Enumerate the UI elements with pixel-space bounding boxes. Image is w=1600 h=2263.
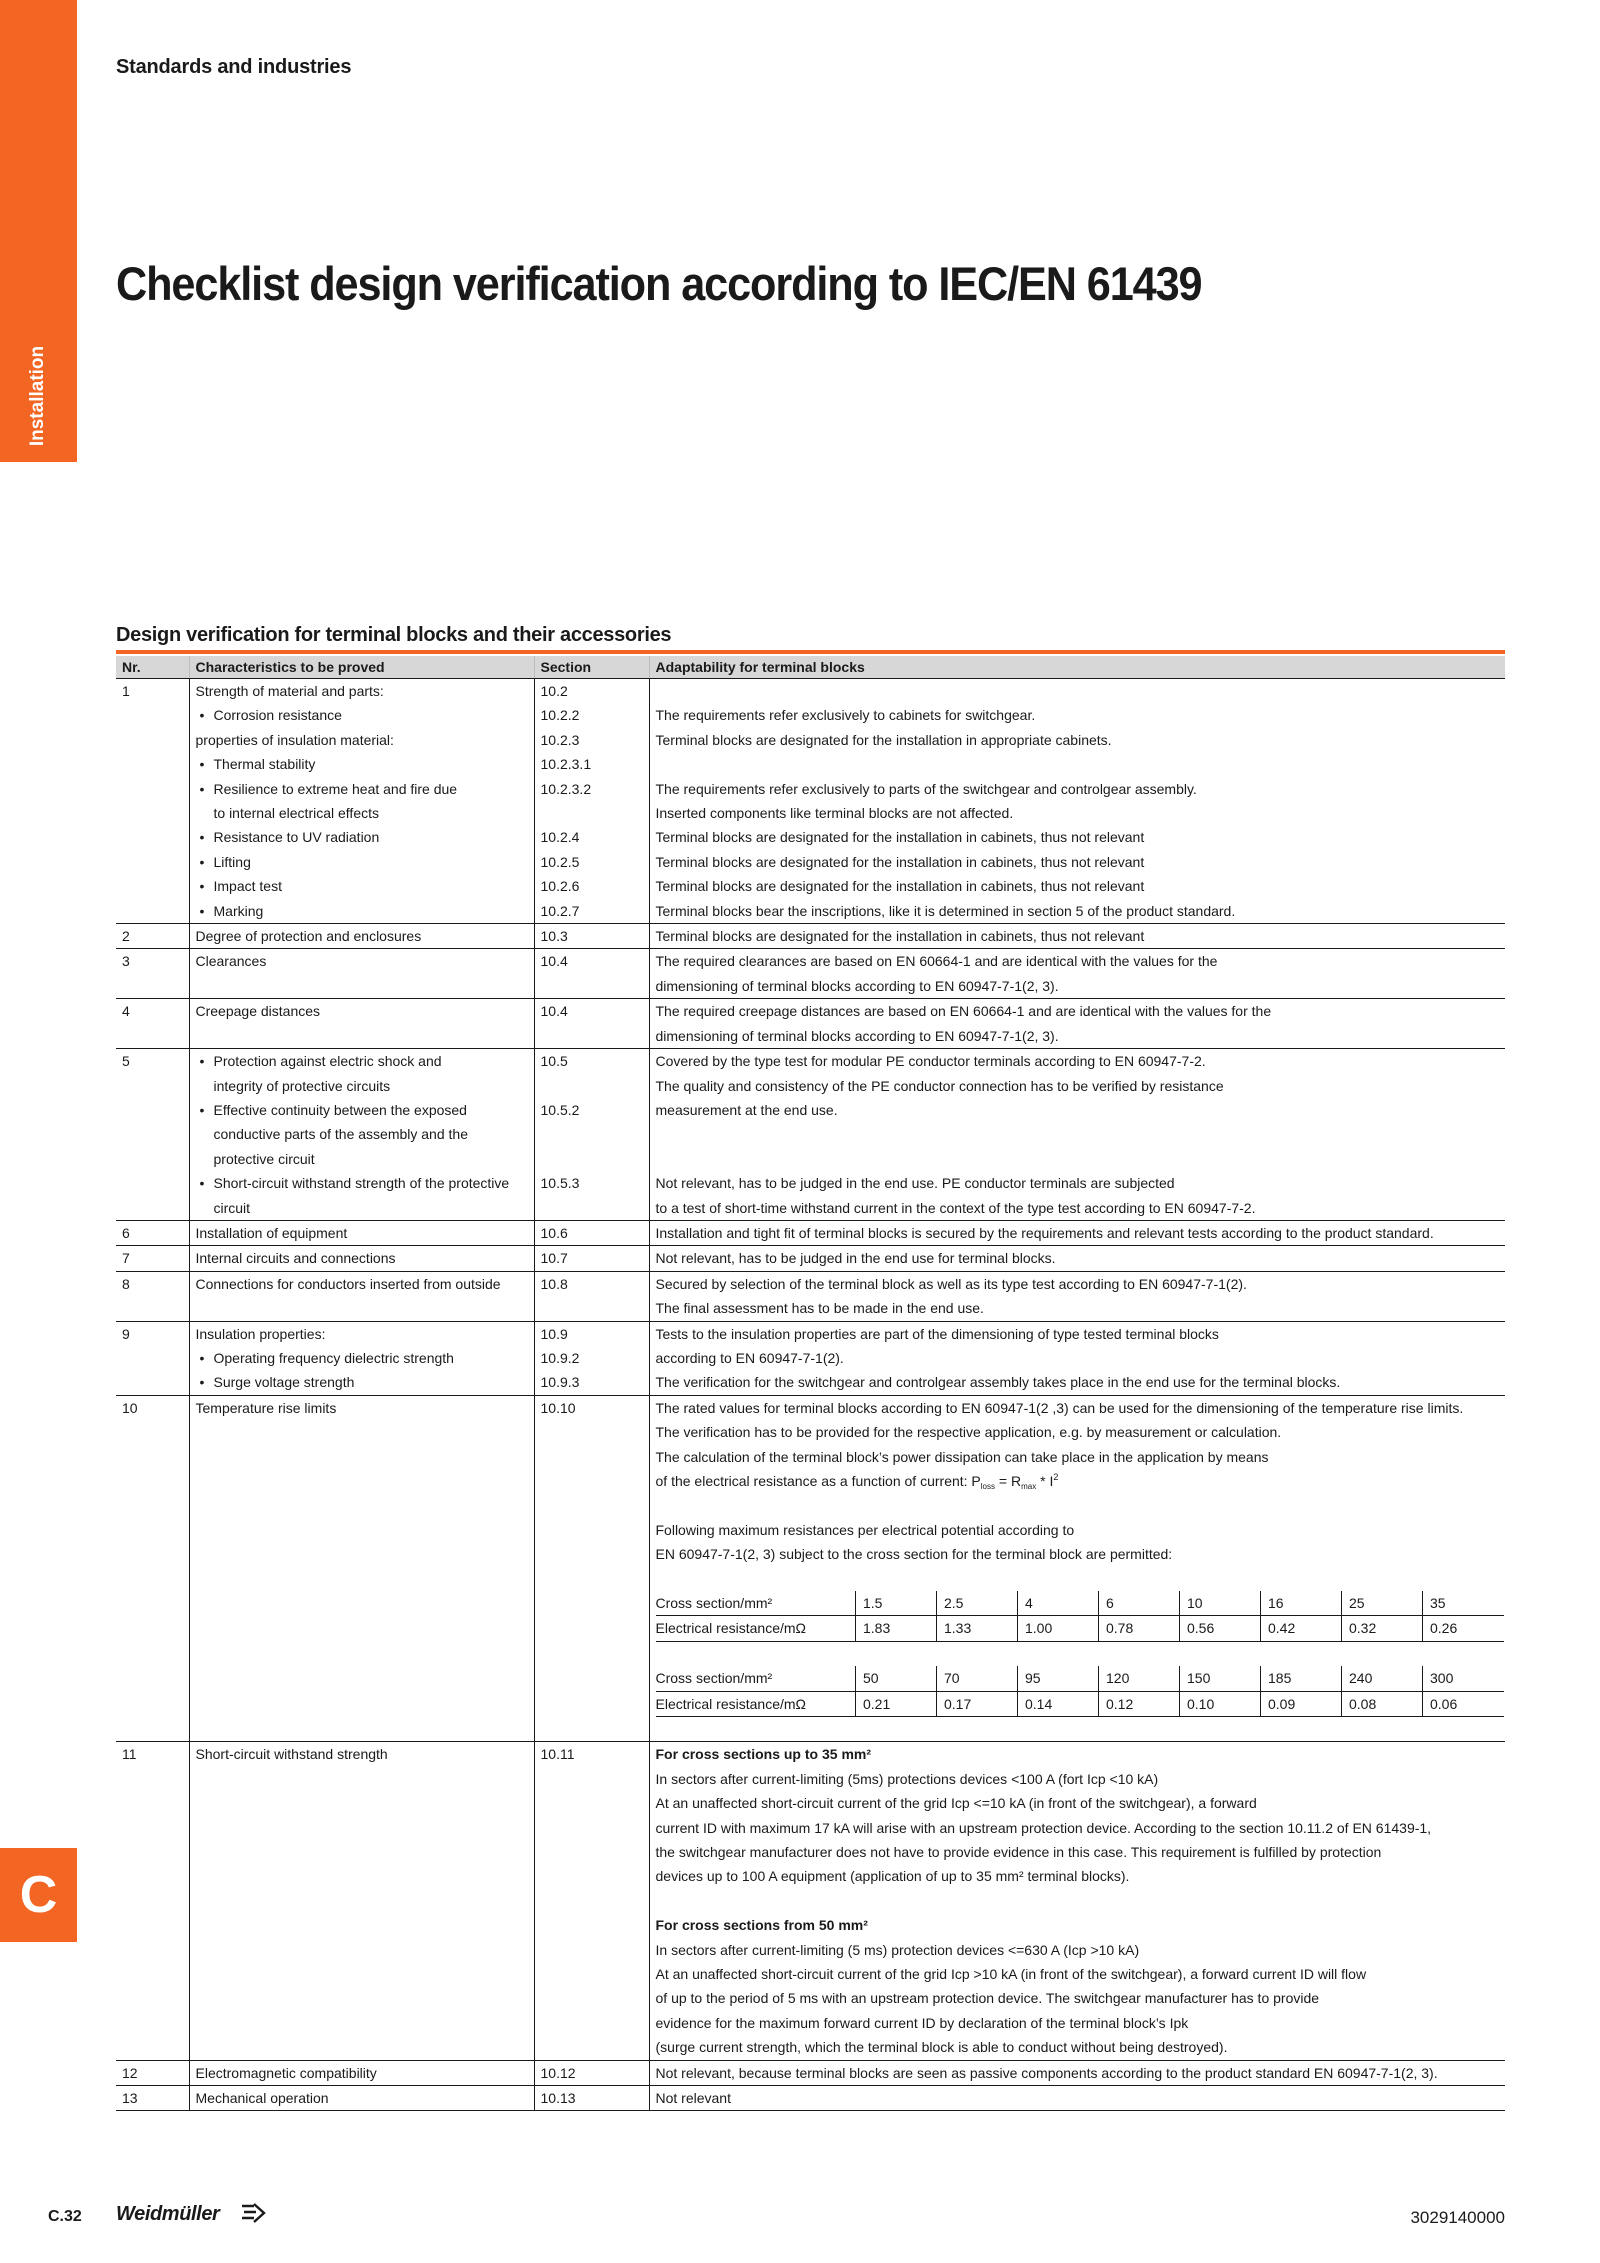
row-characteristic: Installation of equipment [189,1220,534,1245]
row-number: 12 [116,2060,189,2085]
row-section: 10.13 [534,2086,649,2111]
side-tab-label: Installation [27,345,48,447]
row-number: 10 [116,1395,189,1742]
row-adaptability: The required creepage distances are based on EN 60664-1 and are identical with the values for the dimensioning of terminal blocks according to EN 60947-7-1(2, 3). [649,999,1505,1049]
row-adaptability: Installation and tight fit of terminal blocks is secured by the requirements and relevant tests according to the product standard. [649,1220,1505,1245]
row-characteristic: Insulation properties: • Operating frequency dielectric strength • Surge voltage strength [189,1321,534,1395]
verification-table [116,656,1505,2111]
row-section: 10.11 [534,1742,649,2060]
row-section: 10.4 [534,949,649,999]
table-row [116,1321,1505,1395]
row-number: 13 [116,2086,189,2111]
header-nr: Nr. [116,656,189,679]
table-header-row [116,656,1505,679]
row-section: 10.7 [534,1246,649,1271]
row-section: 10.2 10.2.2 10.2.3 10.2.3.1 10.2.3.2 10.2.4 10.2.5 10.2.6 10.2.7 [534,679,649,924]
resistance-table-small [656,1591,1504,1642]
row-section: 10.12 [534,2060,649,2085]
power-loss-formula: of the electrical resistance as a function of current: $P_{loss} = R_{max} * I^2$ [655,1472,1059,1491]
row-adaptability: The requirements refer exclusively to cabinets for switchgear. Terminal blocks are designated for the installation in appropriate cabinets. The requirements refer exclusively to parts of the switchgear and controlgear assembly. Inserted components like terminal blocks are not affected. Terminal blocks are designated for the installation in cabinets, thus not relevant Terminal blocks are designated for the installation in cabinets, thus not relevant Terminal blocks are designated for the installation in cabinets, thus not relevant Terminal blocks bear the inscriptions, like it is determined in section 5 of the product standard. [649,679,1505,924]
row-adaptability: Tests to the insulation properties are part of the dimensioning of type tested terminal blocks according to EN 60947-7-1(2). The verification for the switchgear and controlgear assembly takes place in the end use for the terminal blocks. [649,1321,1505,1395]
row-characteristic: Short-circuit withstand strength [189,1742,534,2060]
row-adaptability: Not relevant, because terminal blocks are seen as passive components according to the product standard EN 60947-7-1(2, 3). [649,2060,1505,2085]
row-section: 10.9 10.9.2 10.9.3 [534,1321,649,1395]
row-number: 7 [116,1246,189,1271]
resistance-table-large [656,1666,1504,1717]
table-row [116,949,1505,999]
table-row [116,1049,1505,1221]
row-adaptability: The required clearances are based on EN 60664-1 and are identical with the values for the dimensioning of terminal blocks according to EN 60947-7-1(2, 3). [649,949,1505,999]
table-row [116,924,1505,949]
row-adaptability: Not relevant [649,2086,1505,2111]
table-row [116,1395,1505,1742]
row-adaptability: For cross sections up to 35 mm² In sectors after current-limiting (5ms) protections devices <100 A (fort Icp <10 kA) At an unaffected short-circuit current of the grid Icp <=10 kA (in front of the switchgear), a forward current ID with maximum 17 kA will arise with an upstream protection device. According to the section 10.11.2 of EN 61439-1, the switchgear manufacturer does not have to provide evidence in this case. This requirement is fulfilled by protection devices up to 100 A equipment (application of up to 35 mm² terminal blocks). For cross sections from 50 mm² In sectors after current-limiting (5 ms) protection devices <=630 A (Icp >10 kA) At an unaffected short-circuit current of the grid Icp >10 kA (in front of the switchgear), a forward current ID will flow of up to the period of 5 ms with an upstream protection device. The switchgear manufacturer has to provide evidence for the maximum forward current ID by declaration of the terminal block’s Ipk (surge current strength, which the terminal block is able to conduct without being destroyed). [649,1742,1505,2060]
row-number: 1 [116,679,189,924]
document-number: 3029140000 [1410,2208,1505,2227]
row-number: 6 [116,1220,189,1245]
row-number: 9 [116,1321,189,1395]
side-tab [0,0,77,462]
row-characteristic: Connections for conductors inserted from outside [189,1271,534,1321]
row-number: 2 [116,924,189,949]
row-characteristic: Clearances [189,949,534,999]
row-section: 10.4 [534,999,649,1049]
row-section: 10.5 10.5.2 10.5.3 [534,1049,649,1221]
row-characteristic: Strength of material and parts: • Corrosion resistance properties of insulation material: • Thermal stability • Resilience to extreme heat and fire due to internal electrical effects • Resistance to UV radiation • Lifting • Impact test • Marking [189,679,534,924]
table-row [116,1271,1505,1321]
row-adaptability: Secured by selection of the terminal block as well as its type test according to EN 60947-7-1(2). The final assessment has to be made in the end use. [649,1271,1505,1321]
brand-logo: Weidmüller [116,2203,220,2225]
row-section: 10.8 [534,1271,649,1321]
header-label: Standards and industries [116,56,352,78]
table-row [116,1246,1505,1271]
row-section: 10.10 [534,1395,649,1742]
table-row [116,2060,1505,2085]
table-row [116,2086,1505,2111]
subheading-up-to-35: For cross sections up to 35 mm² [655,1746,871,1763]
row-characteristic: Mechanical operation [189,2086,534,2111]
row-characteristic: Electromagnetic compatibility [189,2060,534,2085]
row-characteristic: Temperature rise limits [189,1395,534,1742]
row-adaptability: The rated values for terminal blocks according to EN 60947-1(2 ,3) can be used for the dimensioning of the temperature rise limits. The verification has to be provided for the respective application, e.g. by measurement or calculation. The calculation of the terminal block’s power dissipation can take place in the application by means of the electrical resistance as a function of current: $P_{loss} = R_{max} * I^2$ Following maximum resistances per electrical potential according to EN 60947-7-1(2, 3) subject to the cross section for the terminal block are permitted: Cross section/mm² 1.5 2.5 4 6 10 16 25 35 Electrical resistance/mΩ 1.83 1.33 1.00 0.78 0.56 0.42 0.32 0.26 Cross section/mm² 50 70 95 120 150 185 240 300 Electrical resistance/mΩ 0.21 0.17 0.14 0.12 0.10 0.09 0.08 0.06 [649,1395,1505,1742]
header-characteristics: Characteristics to be proved [189,656,534,679]
weidmuller-logo-icon [240,2202,266,2230]
page-number: C.32 [48,2208,82,2225]
header-section: Section [534,656,649,679]
header-adaptability: Adaptability for terminal blocks [649,656,1505,679]
row-adaptability: Covered by the type test for modular PE conductor terminals according to EN 60947-7-2. The quality and consistency of the PE conductor connection has to be verified by resistance measurement at the end use. Not relevant, has to be judged in the end use. PE conductor terminals are subjected to a test of short-time withstand current in the context of the type test according to EN 60947-7-2. [649,1049,1505,1221]
table-row [116,1742,1505,2060]
row-number: 8 [116,1271,189,1321]
resistance-row: Electrical resistance/mΩ 1.83 1.33 1.00 0.78 0.56 0.42 0.32 0.26 [656,1616,1504,1641]
row-adaptability: Terminal blocks are designated for the installation in cabinets, thus not relevant [649,924,1505,949]
cross-section-row: Cross section/mm² 1.5 2.5 4 6 10 16 25 35 [656,1591,1504,1616]
cross-section-row: Cross section/mm² 50 70 95 120 150 185 240 300 [656,1666,1504,1691]
resistance-row: Electrical resistance/mΩ 0.21 0.17 0.14 0.12 0.10 0.09 0.08 0.06 [656,1691,1504,1716]
row-characteristic: Degree of protection and enclosures [189,924,534,949]
row-number: 5 [116,1049,189,1221]
row-section: 10.3 [534,924,649,949]
row-number: 11 [116,1742,189,2060]
page-title: Checklist design verification according to IEC/EN 61439 [116,257,1202,310]
table-row [116,679,1505,924]
row-number: 3 [116,949,189,999]
row-characteristic: Internal circuits and connections [189,1246,534,1271]
section-divider [116,650,1505,654]
section-title: Design verification for terminal blocks and their accessories [116,624,672,646]
row-characteristic: • Protection against electric shock and integrity of protective circuits • Effective continuity between the exposed conductive parts of the assembly and the protective circuit • Short-circuit withstand strength of the protective circuit [189,1049,534,1221]
row-section: 10.6 [534,1220,649,1245]
table-row [116,999,1505,1049]
row-number: 4 [116,999,189,1049]
subheading-from-50: For cross sections from 50 mm² [655,1917,868,1934]
table-row [116,1220,1505,1245]
row-characteristic: Creepage distances [189,999,534,1049]
chapter-letter-tab: C [0,1848,77,1942]
row-adaptability: Not relevant, has to be judged in the end use for terminal blocks. [649,1246,1505,1271]
